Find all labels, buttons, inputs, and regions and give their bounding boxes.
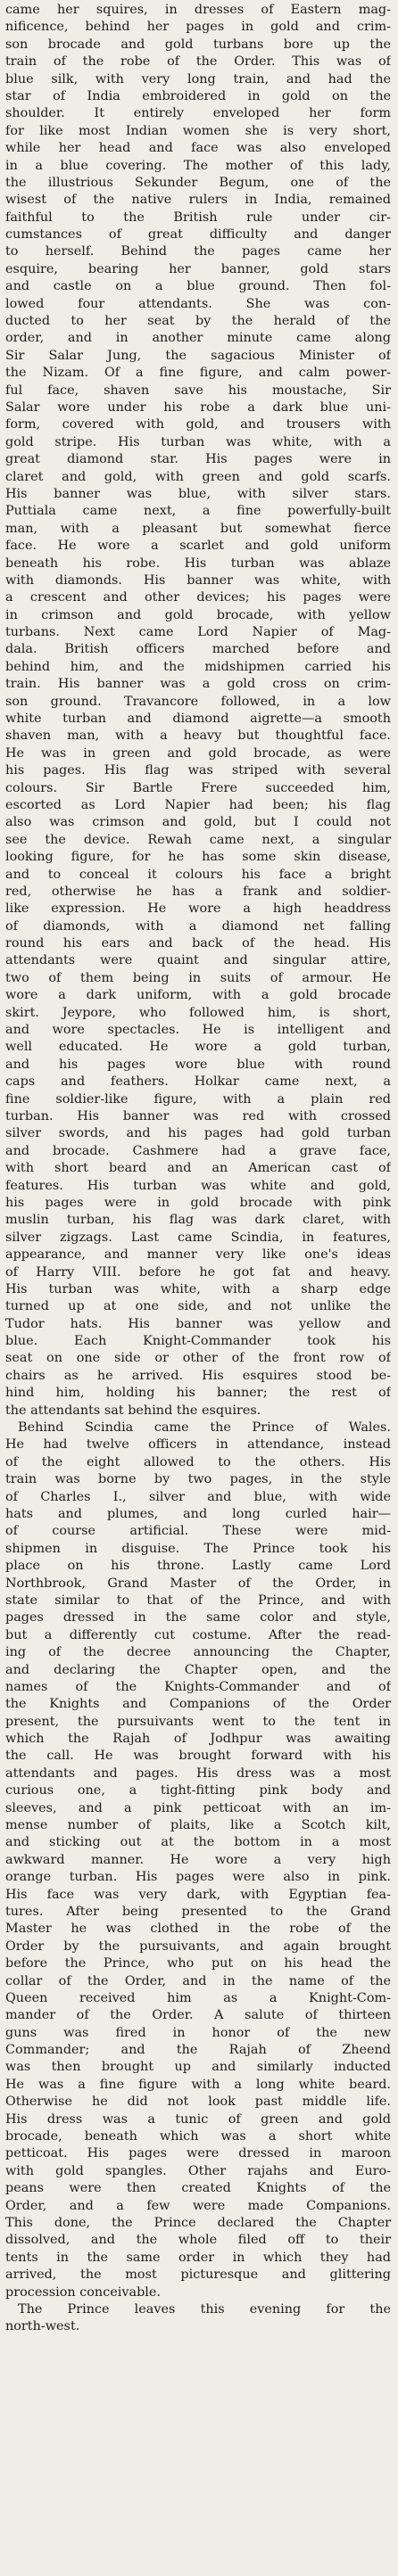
article-line: shoulder. It entirely enveloped her form bbox=[5, 106, 391, 121]
article-line: Otherwise he did not look past middle life. bbox=[5, 2095, 391, 2110]
article-line: of course artificial. These were mid- bbox=[5, 1524, 391, 1539]
article-line: white turban and diamond aigrette—a smooth bbox=[5, 712, 391, 727]
article-line: Tudor hats. His banner was yellow and bbox=[5, 1316, 391, 1331]
article-line: His dress was a tunic of green and gold bbox=[5, 2111, 391, 2127]
article-line: His banner was blue, with silver stars. bbox=[5, 486, 391, 501]
article-line: his pages. His flag was striped with several bbox=[5, 763, 391, 778]
article-line: but a differently cut costume. After the read- bbox=[5, 1627, 391, 1642]
article-line: and to conceal it colours his face a bright bbox=[5, 867, 391, 882]
article-line: see the device. Rewah came next, a singular bbox=[5, 832, 391, 847]
article-line: His turban was white, with a sharp edge bbox=[5, 1281, 391, 1296]
article-line: present, the pursuivants went to the tent in bbox=[5, 1714, 391, 1729]
article-line: a crescent and other devices; his pages were bbox=[5, 590, 391, 605]
article-line: north-west. bbox=[5, 2319, 80, 2334]
article-line: with diamonds. His banner was white, with bbox=[5, 572, 391, 588]
article-line: caps and feathers. Holkar came next, a bbox=[5, 1074, 391, 1090]
article-line: face. He wore a scarlet and gold uniform bbox=[5, 539, 391, 554]
article-line: ing of the decree announcing the Chapter, bbox=[5, 1645, 391, 1660]
article-line: awkward manner. He wore a very high bbox=[5, 1852, 391, 1867]
article-column bbox=[5, 2, 391, 2336]
article-line: of Charles I., silver and blue, with wide bbox=[5, 1489, 391, 1504]
article-line: dissolved, and the whole filed off to their bbox=[5, 2233, 391, 2248]
article-line: and his pages wore blue with round bbox=[5, 1057, 391, 1072]
article-line: arrived, the most picturesque and glittering bbox=[5, 2267, 391, 2283]
article-line: chairs as he arrived. His esquires stood be- bbox=[5, 1368, 391, 1383]
article-line: faithful to the British rule under cir- bbox=[5, 210, 391, 225]
article-line: hind him, holding his banner; the rest of bbox=[5, 1386, 391, 1401]
article-line: peans were then created Knights of the bbox=[5, 2181, 391, 2196]
article-line: also was crimson and gold, but I could not bbox=[5, 815, 391, 830]
article-line: for like most Indian women she is very short, bbox=[5, 123, 391, 138]
article-line: well educated. He wore a gold turban, bbox=[5, 1040, 391, 1055]
article-line: Sir Salar Jung, the sagacious Minister of bbox=[5, 348, 391, 363]
article-line: man, with a pleasant but somewhat fierce bbox=[5, 521, 391, 536]
article-line: of Harry VIII. before he got fat and heavy. bbox=[5, 1264, 391, 1280]
article-line: features. His turban was white and gold, bbox=[5, 1178, 391, 1193]
article-line: cumstances of great difficulty and danger bbox=[5, 227, 391, 243]
article-line: nificence, behind her pages in gold and crim- bbox=[5, 20, 391, 35]
article-line: and brocade. Cashmere had a grave face, bbox=[5, 1143, 391, 1158]
article-line: mense number of plaits, like a Scotch kilt, bbox=[5, 1818, 391, 1833]
article-line: star of India embroidered in gold on the bbox=[5, 88, 391, 103]
article-line: wore a dark uniform, with a gold brocade bbox=[5, 988, 391, 1003]
article-line: blue. Each Knight-Commander took his bbox=[5, 1334, 391, 1349]
article-line: and declaring the Chapter open, and the bbox=[5, 1662, 391, 1677]
article-line: Master he was clothed in the robe of the bbox=[5, 1922, 391, 1937]
article-line: seat on one side or other of the front row of bbox=[5, 1351, 391, 1366]
article-line: sleeves, and a pink petticoat with an im- bbox=[5, 1800, 391, 1815]
article-line: the Nizam. Of a fine figure, and calm power- bbox=[5, 366, 391, 381]
article-line: son ground. Travancore followed, in a low bbox=[5, 694, 391, 709]
article-line: Salar wore under his robe a dark blue uni- bbox=[5, 399, 391, 415]
article-line: with short beard and an American cast of bbox=[5, 1161, 391, 1176]
article-line: form, covered with gold, and trousers with bbox=[5, 417, 391, 432]
article-line: blue silk, with very long train, and had the bbox=[5, 71, 391, 86]
article-line: like expression. He wore a high headdress bbox=[5, 901, 391, 917]
article-line: shaven man, with a heavy but thoughtful face. bbox=[5, 728, 391, 744]
article-line: lowed four attendants. She was con- bbox=[5, 296, 391, 311]
article-line: beneath his robe. His turban was ablaze bbox=[5, 556, 391, 571]
article-line: He was a fine figure with a long white beard. bbox=[5, 2077, 391, 2092]
article-line: collar of the Order, and in the name of the bbox=[5, 1973, 391, 1988]
article-line: His face was very dark, with Egyptian fea- bbox=[5, 1887, 391, 1902]
article-line: wisest of the native rulers in India, remained bbox=[5, 193, 391, 208]
article-line: turbans. Next came Lord Napier of Mag- bbox=[5, 625, 391, 640]
article-line: shipmen in disguise. The Prince took his bbox=[5, 1541, 391, 1556]
article-line: while her head and face was also enveloped bbox=[5, 141, 391, 156]
article-line: son brocade and gold turbans bore up the bbox=[5, 37, 391, 52]
article-line: before the Prince, who put on his head the bbox=[5, 1956, 391, 1971]
article-line: attendants were quaint and singular attire, bbox=[5, 953, 391, 968]
article-line: train. His banner was a gold cross on crim- bbox=[5, 677, 391, 692]
article-line: Order by the pursuivants, and again brought bbox=[5, 1938, 391, 1954]
article-line: silver zigzags. Last came Scindia, in features, bbox=[5, 1230, 391, 1245]
article-line: Order, and a few were made Companions. bbox=[5, 2198, 391, 2213]
article-line: names of the Knights-Commander and of bbox=[5, 1679, 391, 1694]
article-line: brocade, beneath which was a short white bbox=[5, 2129, 391, 2144]
article-line: place on his throne. Lastly came Lord bbox=[5, 1559, 391, 1574]
article-line: colours. Sir Bartle Frere succeeded him, bbox=[5, 780, 391, 795]
article-line: hats and plumes, and long curled hair— bbox=[5, 1506, 391, 1521]
article-line: attendants and pages. His dress was a most bbox=[5, 1765, 391, 1781]
article-line: The Prince leaves this evening for the bbox=[18, 2301, 391, 2317]
article-line: was then brought up and similarly inducted bbox=[5, 2060, 391, 2075]
article-line: his pages were in gold brocade with pink bbox=[5, 1195, 391, 1210]
article-line: ducted to her seat by the herald of the bbox=[5, 314, 391, 329]
article-line: procession conceivable. bbox=[5, 2284, 161, 2300]
article-line: and sticking out at the bottom in a most bbox=[5, 1835, 391, 1850]
article-line: state similar to that of the Prince, and with bbox=[5, 1593, 391, 1608]
article-line: great diamond star. His pages were in bbox=[5, 452, 391, 467]
article-line: behind him, and the midshipmen carried his bbox=[5, 659, 391, 674]
article-line: order, and in another minute came along bbox=[5, 331, 391, 346]
article-line: Northbrook, Grand Master of the Order, in bbox=[5, 1576, 391, 1591]
article-line: Behind Scindia came the Prince of Wales. bbox=[18, 1420, 391, 1436]
article-line: looking figure, for he has some skin disease, bbox=[5, 850, 391, 865]
article-line: the attendants sat behind the esquires. bbox=[5, 1403, 261, 1418]
article-line: dala. British officers marched before and bbox=[5, 642, 391, 657]
article-line: and castle on a blue ground. Then fol- bbox=[5, 279, 391, 294]
article-line: appearance, and manner very like one's ideas bbox=[5, 1247, 391, 1263]
article-line: of the eight allowed to the others. His bbox=[5, 1454, 391, 1469]
article-line: with gold spangles. Other rajahs and Euro- bbox=[5, 2163, 391, 2178]
article-line: muslin turban, his flag was dark claret, with bbox=[5, 1213, 391, 1228]
article-line: of diamonds, with a diamond net falling bbox=[5, 918, 391, 934]
article-line: Commander; and the Rajah of Zheend bbox=[5, 2043, 391, 2058]
article-line: train of the robe of the Order. This was of bbox=[5, 54, 391, 70]
article-line: round his ears and back of the head. His bbox=[5, 936, 391, 951]
article-line: mander of the Order. A salute of thirteen bbox=[5, 2008, 391, 2023]
article-line: skirt. Jeypore, who followed him, is short, bbox=[5, 1005, 391, 1020]
article-line: This done, the Prince declared the Chapter bbox=[5, 2216, 391, 2230]
article-line: esquire, bearing her banner, gold stars bbox=[5, 261, 391, 276]
article-paragraph bbox=[5, 2301, 391, 2336]
article-line: the illustrious Sekunder Begum, one of the bbox=[5, 175, 391, 190]
article-line: tures. After being presented to the Grand bbox=[5, 1904, 391, 1919]
article-line: escorted as Lord Napier had been; his flag bbox=[5, 797, 391, 812]
article-line: petticoat. His pages were dressed in maroon bbox=[5, 2146, 391, 2161]
article-line: Queen received him as a Knight-Com- bbox=[5, 1990, 391, 2005]
article-line: turned up at one side, and not unlike the bbox=[5, 1299, 391, 1314]
article-line: gold stripe. His turban was white, with a bbox=[5, 434, 391, 449]
article-line: pages dressed in the same color and style, bbox=[5, 1610, 391, 1625]
article-line: the Knights and Companions of the Order bbox=[5, 1697, 391, 1712]
article-line: and wore spectacles. He is intelligent and bbox=[5, 1023, 391, 1038]
article-line: orange turban. His pages were also in pink. bbox=[5, 1870, 391, 1885]
article-line: the call. He was brought forward with his bbox=[5, 1749, 391, 1764]
article-line: claret and gold, with green and gold scarfs. bbox=[5, 469, 391, 484]
article-line: He had twelve officers in attendance, instead bbox=[5, 1437, 391, 1453]
article-line: which the Rajah of Jodhpur was awaiting bbox=[5, 1732, 391, 1747]
article-line: He was in green and gold brocade, as were bbox=[5, 745, 391, 761]
article-line: ful face, shaven save his moustache, Sir bbox=[5, 383, 391, 398]
article-paragraph bbox=[5, 1420, 391, 2301]
article-line: tents in the same order in which they had bbox=[5, 2250, 391, 2265]
article-line: guns was fired in honor of the new bbox=[5, 2025, 391, 2040]
article-line: in crimson and gold brocade, with yellow bbox=[5, 607, 391, 622]
article-line: to herself. Behind the pages came her bbox=[5, 244, 391, 259]
article-line: in a blue covering. The mother of this lady, bbox=[5, 158, 391, 173]
article-line: silver swords, and his pages had gold turban bbox=[5, 1126, 391, 1141]
article-line: Puttiala came next, a fine powerfully-built bbox=[5, 504, 391, 519]
article-line: fine soldier-like figure, with a plain red bbox=[5, 1091, 391, 1107]
article-line: red, otherwise he has a frank and soldier- bbox=[5, 884, 391, 899]
article-paragraph bbox=[5, 2, 391, 1420]
article-line: train was borne by two pages, in the style bbox=[5, 1472, 391, 1487]
article-line: curious one, a tight-fitting pink body and bbox=[5, 1783, 391, 1798]
article-line: turban. His banner was red with crossed bbox=[5, 1109, 391, 1123]
article-line: came her squires, in dresses of Eastern mag- bbox=[5, 3, 391, 17]
article-line: two of them being in suits of armour. He bbox=[5, 970, 391, 985]
